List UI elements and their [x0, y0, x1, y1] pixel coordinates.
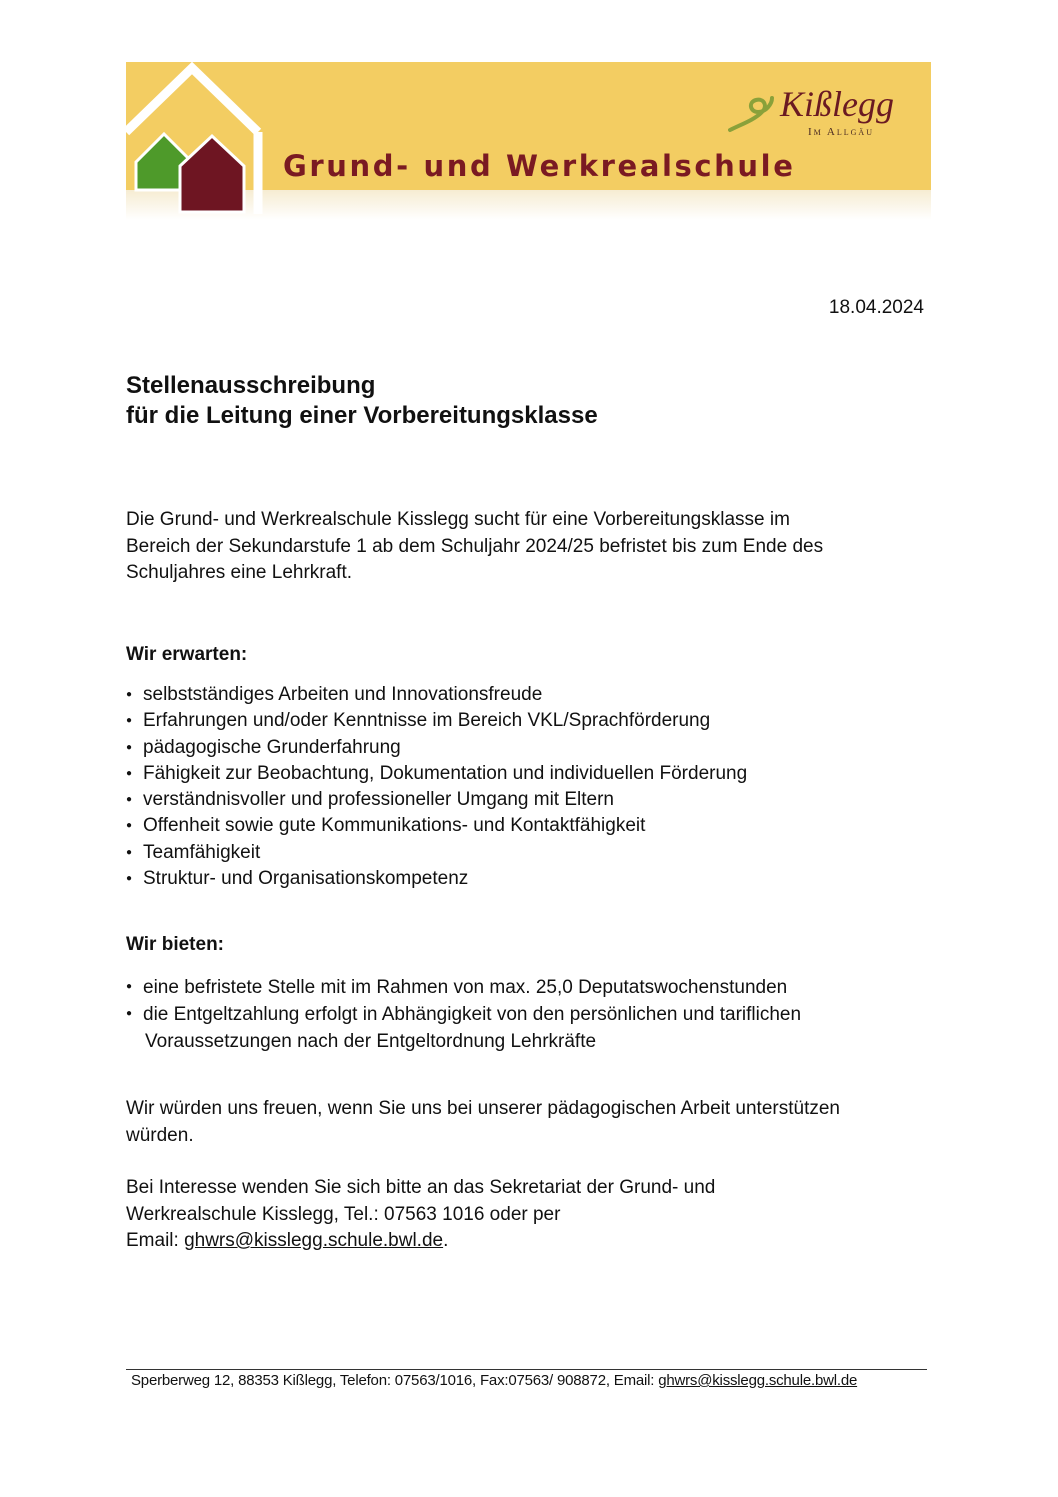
intro-paragraph [126, 507, 936, 587]
list-item [126, 1001, 801, 1055]
footer-address [131, 1372, 857, 1389]
intro-line-2: Bereich der Sekundarstufe 1 ab dem Schuljahr 2024/25 befristet bis zum Ende des [126, 535, 824, 557]
expect-heading: Wir erwarten: [126, 644, 248, 665]
title-line-2: für die Leitung einer Vorbereitungsklasse [126, 402, 598, 429]
closing-paragraph [126, 1096, 936, 1149]
expect-list [126, 682, 747, 892]
list-item: ● Fähigkeit zur Beobachtung, Dokumentation und individuellen Förderung [126, 761, 747, 787]
contact-line-2: Werkrealschule Kisslegg, Tel.: 07563 1016 oder per [126, 1203, 561, 1225]
contact-email-link[interactable]: ghwrs@kisslegg.schule.bwl.de [184, 1230, 444, 1251]
list-item: ● Erfahrungen und/oder Kenntnisse im Bereich VKL/Sprachförderung [126, 708, 747, 734]
closing-line-1: Wir würden uns freuen, wenn Sie uns bei unserer pädagogischen Arbeit unterstützen [126, 1098, 840, 1119]
list-item: ● verständnisvoller und professioneller Umgang mit Eltern [126, 787, 747, 813]
title-line-1: Stellenausschreibung [126, 372, 376, 399]
offer-item-2-line-1: ● die Entgeltzahlung erfolgt in Abhängigkeit von den persönlichen und tariflichen [143, 1004, 802, 1025]
school-houses-logo-icon [126, 62, 266, 214]
offer-list [126, 974, 801, 1055]
email-suffix: . [443, 1230, 449, 1251]
contact-paragraph [126, 1175, 936, 1255]
contact-line-3 [126, 1228, 936, 1255]
offer-item-2-line-2: Voraussetzungen nach der Entgeltordnung Lehrkräfte [145, 1031, 597, 1052]
list-item: ● Offenheit sowie gute Kommunikations- und Kontaktfähigkeit [126, 813, 747, 839]
closing-line-2: würden. [126, 1124, 194, 1146]
document-title [126, 371, 598, 431]
footer-email-link[interactable]: ghwrs@kisslegg.schule.bwl.de [658, 1372, 858, 1389]
swirl-icon [728, 94, 778, 134]
footer-text: Sperberweg 12, 88353 Kißlegg, Telefon: 07563/1016, Fax:07563/ 908872, Email: [131, 1372, 659, 1389]
intro-line-3: Schuljahres eine Lehrkraft. [126, 562, 353, 583]
intro-line-1: Die Grund- und Werkrealschule Kisslegg sucht für eine Vorbereitungsklasse im [126, 509, 790, 530]
document-date: 18.04.2024 [828, 297, 924, 318]
list-item: ● selbstständiges Arbeiten und Innovationsfreude [126, 682, 747, 708]
logo-name: Kißlegg [780, 84, 894, 124]
list-item: ● Struktur- und Organisationskompetenz [126, 866, 747, 892]
list-item: ● pädagogische Grunderfahrung [126, 735, 747, 761]
kisslegg-logo [728, 84, 928, 148]
footer-divider [126, 1369, 927, 1370]
email-label: Email: [126, 1230, 185, 1251]
school-name: Grund- und Werkrealschule [283, 149, 796, 183]
list-item: ● eine befristete Stelle mit im Rahmen von max. 25,0 Deputatswochenstunden [126, 974, 801, 1001]
offer-heading: Wir bieten: [126, 934, 224, 955]
contact-line-1: Bei Interesse wenden Sie sich bitte an das Sekretariat der Grund- und [126, 1177, 716, 1198]
logo-subtitle: Im Allgäu [808, 126, 874, 138]
list-item: ● Teamfähigkeit [126, 840, 747, 866]
